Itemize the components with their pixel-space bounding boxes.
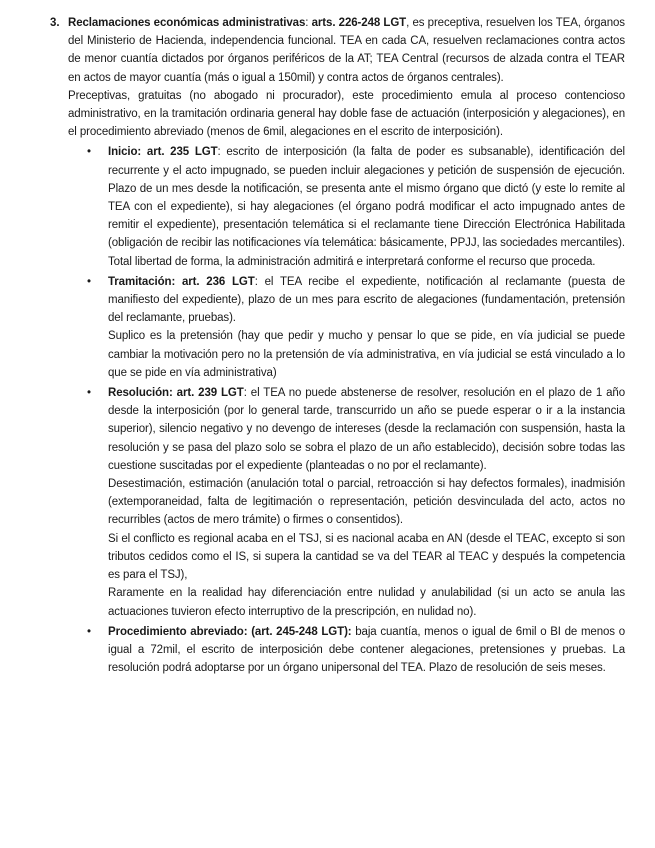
list-item-tramitacion bbox=[68, 273, 625, 382]
section-title-sep: : bbox=[305, 17, 312, 29]
list-item-text bbox=[108, 384, 625, 475]
list-item-resolucion bbox=[68, 384, 625, 621]
section-title: Reclamaciones económicas administrativas bbox=[68, 17, 306, 29]
list-item-body: baja cuantía, menos o igual de 6mil o BI de menos o igual a 72mil, el escrito de interposición debe contener alegaciones, pretensiones y pruebas. La resolución podrá adoptarse por un órgano unipersonal del TEA. Plazo de resolución de seis meses. bbox=[108, 625, 625, 675]
list-item-extra: Desestimación, estimación (anulación total o parcial, retroacción si hay defectos formales), inadmisión (extemporaneidad, falta de legitimación o representación, petición desvinculada del acto, actos no recurribles (actos de mero trámite) o firmes o consentidos). bbox=[108, 478, 625, 527]
list-item-label: Tramitación: art. 236 LGT bbox=[108, 275, 255, 288]
label-sep: : bbox=[243, 387, 251, 400]
label-sep: : bbox=[217, 146, 227, 159]
label-sep: : bbox=[254, 275, 265, 288]
bullet-icon: • bbox=[87, 625, 92, 638]
section-intro-text: , es preceptiva, resuelven los TEA, órganos del Ministerio de Hacienda, independencia funcional. TEA en cada CA, resuelven reclamaciones contra actos de menor cuantía dictados por órganos periféricos de la AT; TEA Central (recursos de alzada contra el TEAR en actos de mayor cuantía (más o igual a 150mil) y contra actos de órganos centrales). bbox=[68, 17, 625, 84]
bullet-icon: • bbox=[87, 146, 92, 159]
section-intro bbox=[68, 14, 625, 87]
bullet-icon: • bbox=[87, 275, 92, 288]
list-item-label: Procedimiento abreviado: (art. 245-248 LGT): bbox=[108, 625, 352, 638]
list-item-text bbox=[108, 623, 625, 678]
section-paragraph-2: Preceptivas, gratuitas (no abogado ni procurador), este procedimiento emula al proceso contencioso administrativo, en la tramitación ordinaria general hay doble fase de actuación (interposición y alegaciones), en el procedimiento abreviado (menos de 6mil, alegaciones en el escrito de interposición). bbox=[68, 89, 625, 139]
list-item-extra: Raramente en la realidad hay diferenciación entre nulidad y anulabilidad (si un acto se anula las actuaciones tuvieron efecto interruptivo de la prescripción, en nulidad no). bbox=[108, 587, 625, 618]
list-item-body: el TEA no puede abstenerse de resolver, resolución en el plazo de 1 año desde la interposición (por lo general tarde, transcurrido un año se puede esperar o ir a la instancia superior), silencio negativo y no devengo de intereses (desde la reclamación con suspensión, hasta la resolución y se pasa del plazo solo se sobra el plazo de un año establecido), decisión sobre todas las cuestione suscitadas por el expediente (planteadas o no por el reclamante). bbox=[108, 387, 625, 472]
list-item-text bbox=[108, 143, 625, 270]
list-item-label: Resolución: art. 239 LGT bbox=[108, 387, 244, 400]
section-3 bbox=[0, 14, 625, 677]
list-item-abreviado bbox=[68, 623, 625, 678]
list-item-body: escrito de interposición (la falta de poder es subsanable), identificación del recurrente y el acto impugnado, se pueden incluir alegaciones y petición de suspensión de ejecución. Plazo de un mes desde la notificación, se presenta ante el mismo órgano que dictó (y este lo remite al TEA con el expediente), si hay alegaciones (el órgano podrá modificar el acto impugnado antes de remitir el expediente), presentación telemática si el reclamante tiene Dirección Electrónica Habilitada (obligación de recibir las notificaciones vía telemática: básicamente, PPJJ, las sociedades mercantiles). Total libertad de forma, la administración admitirá e interpretará conforme el recurso que proceda. bbox=[108, 146, 625, 268]
list-item-extra: Si el conflicto es regional acaba en el TSJ, si es nacional acaba en AN (desde el TEAC, excepto si son tributos cedidos como el IS, si supera la cantidad se va del TEAR al TEAC y después la competencia es para el TSJ), bbox=[108, 532, 625, 582]
bullet-icon: • bbox=[87, 387, 92, 400]
section-number: 3. bbox=[50, 17, 60, 29]
list-item-text bbox=[108, 273, 625, 328]
list-item-extra: Suplico es la pretensión (hay que pedir y mucho y pensar lo que se pide, en vía judicial se puede cambiar la motivación pero no la pretensión de vía administrativa, en vía judicial se está vinculado a lo que se pide en vía administrativa) bbox=[108, 330, 625, 379]
list-item-body: el TEA recibe el expediente, notificación al reclamante (puesta de manifiesto del expediente), plazo de un mes para escrito de alegaciones (fundamentación, pretensión del reclamante, pruebas). bbox=[108, 275, 625, 325]
bullet-list bbox=[68, 143, 625, 677]
list-item-label: Inicio: art. 235 LGT bbox=[108, 146, 218, 159]
list-item-inicio bbox=[68, 143, 625, 270]
section-articles: arts. 226-248 LGT bbox=[311, 17, 407, 29]
